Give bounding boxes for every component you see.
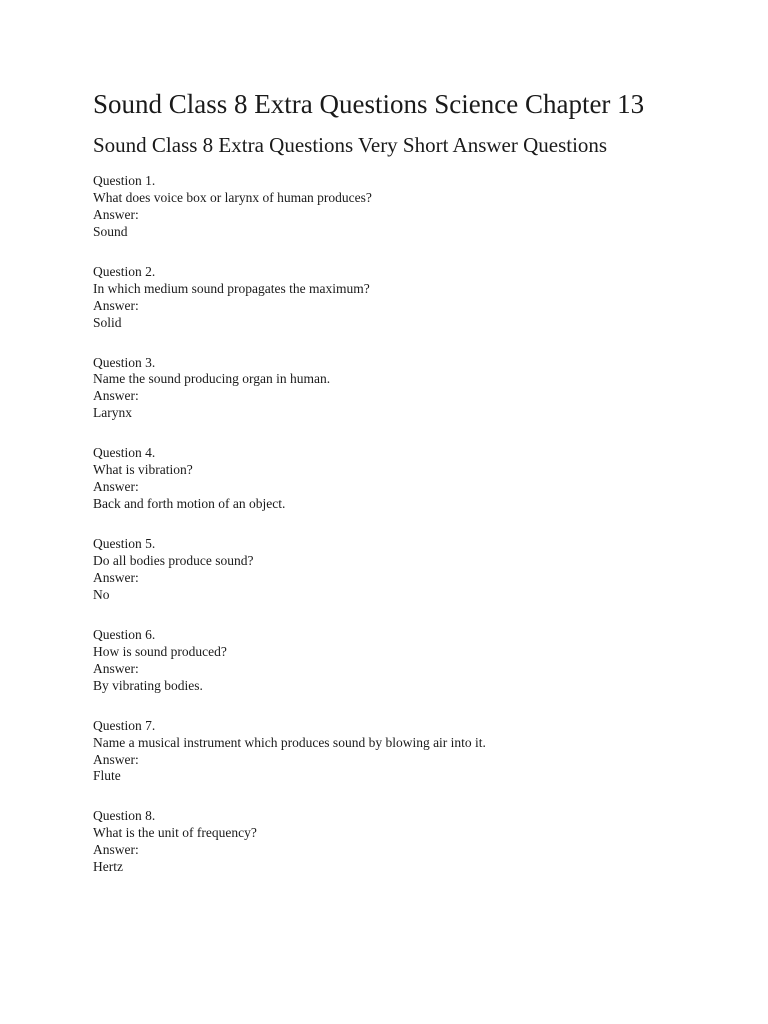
answer-label: Answer: (93, 569, 139, 585)
answer-label: Answer: (93, 297, 139, 313)
question-item-2 (93, 264, 733, 332)
answer-label: Answer: (93, 842, 139, 858)
question-text: Name the sound producing organ in human. (93, 371, 331, 387)
answer-text: Back and forth motion of an object. (93, 496, 286, 512)
answer-text: Hertz (93, 859, 123, 875)
question-text: How is sound produced? (93, 643, 227, 659)
document-page (93, 88, 733, 899)
question-number: Question 1. (93, 173, 156, 188)
question-text: What is the unit of frequency? (93, 825, 257, 841)
document-title: Sound Class 8 Extra Questions Science Chapter 13 (93, 89, 645, 119)
question-list (93, 173, 733, 876)
question-number: Question 7. (93, 717, 156, 733)
question-text: What does voice box or larynx of human produces? (93, 189, 372, 205)
question-number: Question 6. (93, 626, 156, 642)
question-number: Question 4. (93, 445, 156, 461)
answer-text: Flute (93, 768, 121, 784)
question-text: Do all bodies produce sound? (93, 553, 254, 569)
answer-label: Answer: (93, 479, 139, 495)
section-heading: Sound Class 8 Extra Questions Very Short Answer Questions (93, 133, 608, 157)
question-item-7 (93, 718, 733, 786)
question-number: Question 2. (93, 263, 156, 279)
question-text: Name a musical instrument which produces sound by blowing air into it. (93, 734, 486, 750)
question-item-3 (93, 355, 733, 423)
answer-label: Answer: (93, 206, 139, 222)
question-text: What is vibration? (93, 462, 193, 478)
question-number: Question 3. (93, 354, 156, 370)
answer-label: Answer: (93, 751, 139, 767)
question-item-1 (93, 173, 733, 241)
question-number: Question 8. (93, 808, 156, 824)
answer-text: No (93, 586, 110, 602)
question-item-5 (93, 536, 733, 604)
answer-text: By vibrating bodies. (93, 677, 203, 693)
question-item-4 (93, 445, 733, 513)
question-item-8 (93, 808, 733, 876)
answer-text: Solid (93, 314, 122, 330)
question-number: Question 5. (93, 536, 156, 552)
question-item-6 (93, 627, 733, 695)
answer-text: Larynx (93, 405, 132, 421)
question-text: In which medium sound propagates the maximum? (93, 280, 370, 296)
answer-label: Answer: (93, 388, 139, 404)
answer-label: Answer: (93, 660, 139, 676)
answer-text: Sound (93, 223, 128, 239)
